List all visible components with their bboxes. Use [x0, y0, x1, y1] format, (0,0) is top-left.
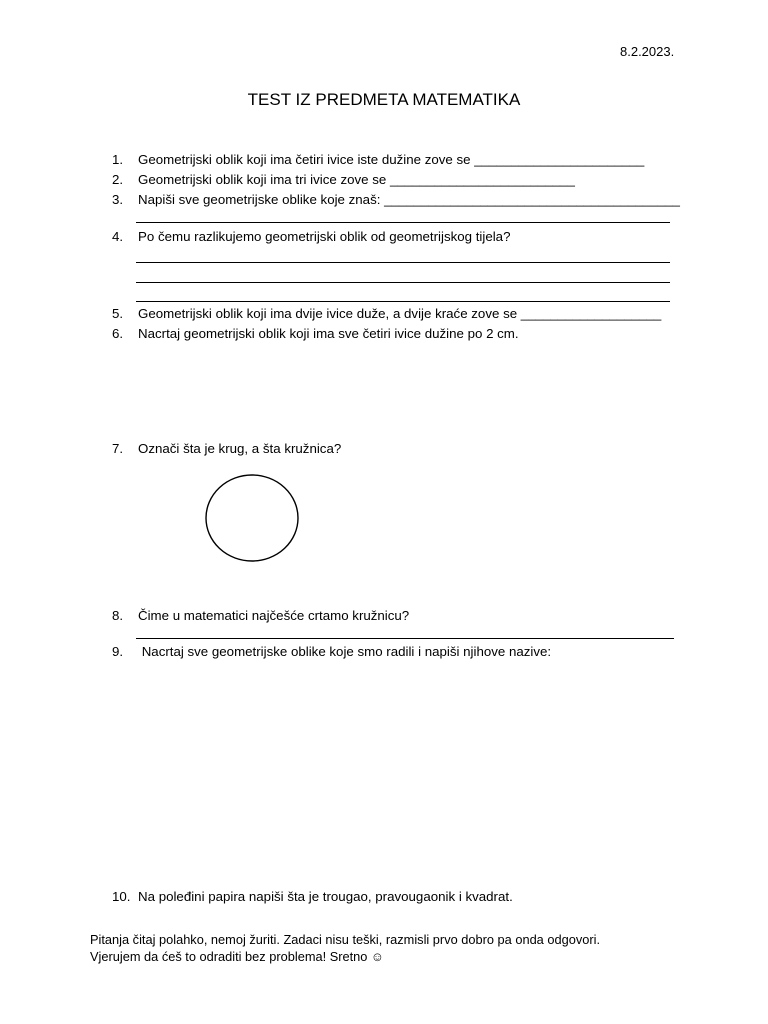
question-number: 2. [112, 172, 124, 187]
question-text: Nacrtaj geometrijski oblik koji ima sve četiri ivice dužine po 2 cm. [138, 326, 519, 341]
question-text: Čime u matematici najčešće crtamo kružnicu? [138, 608, 410, 623]
page-title: TEST IZ PREDMETA MATEMATIKA [247, 90, 521, 109]
question-text: Nacrtaj sve geometrijske oblike koje smo radili i napiši njihove nazive: [138, 644, 552, 659]
answer-line [136, 222, 670, 223]
question-number: 10. [112, 889, 131, 904]
answer-line [136, 282, 670, 283]
question-text: Geometrijski oblik koji ima četiri ivice iste dužine zove se _______________________ [138, 152, 645, 167]
footer-note-line-2: Vjerujem da ćeš to odraditi bez problema! Sretno ☺ [90, 949, 385, 964]
question-number: 4. [112, 229, 124, 244]
question-text: Na poleđini papira napiši šta je trougao, pravougaonik i kvadrat. [138, 889, 513, 904]
question-number: 7. [112, 441, 124, 456]
question-number: 9. [112, 644, 124, 659]
circle-drawing [203, 472, 301, 564]
question-text: Napiši sve geometrijske oblike koje znaš: ________________________________________ [138, 192, 680, 207]
question-text: Po čemu razlikujemo geometrijski oblik od geometrijskog tijela? [138, 229, 511, 244]
answer-line [136, 301, 670, 302]
question-number: 1. [112, 152, 124, 167]
test-date: 8.2.2023. [620, 44, 675, 59]
question-number: 5. [112, 306, 124, 321]
footer-note-line-1: Pitanja čitaj polahko, nemoj žuriti. Zadaci nisu teški, razmisli prvo dobro pa onda odgovori. [90, 932, 601, 947]
answer-line [136, 638, 674, 639]
question-text: Geometrijski oblik koji ima dvije ivice duže, a dvije kraće zove se ___________________ [138, 306, 662, 321]
question-text: Označi šta je krug, a šta kružnica? [138, 441, 342, 456]
answer-line [136, 262, 670, 263]
question-text: Geometrijski oblik koji ima tri ivice zove se _________________________ [138, 172, 575, 187]
question-number: 8. [112, 608, 124, 623]
question-number: 6. [112, 326, 124, 341]
question-number: 3. [112, 192, 124, 207]
